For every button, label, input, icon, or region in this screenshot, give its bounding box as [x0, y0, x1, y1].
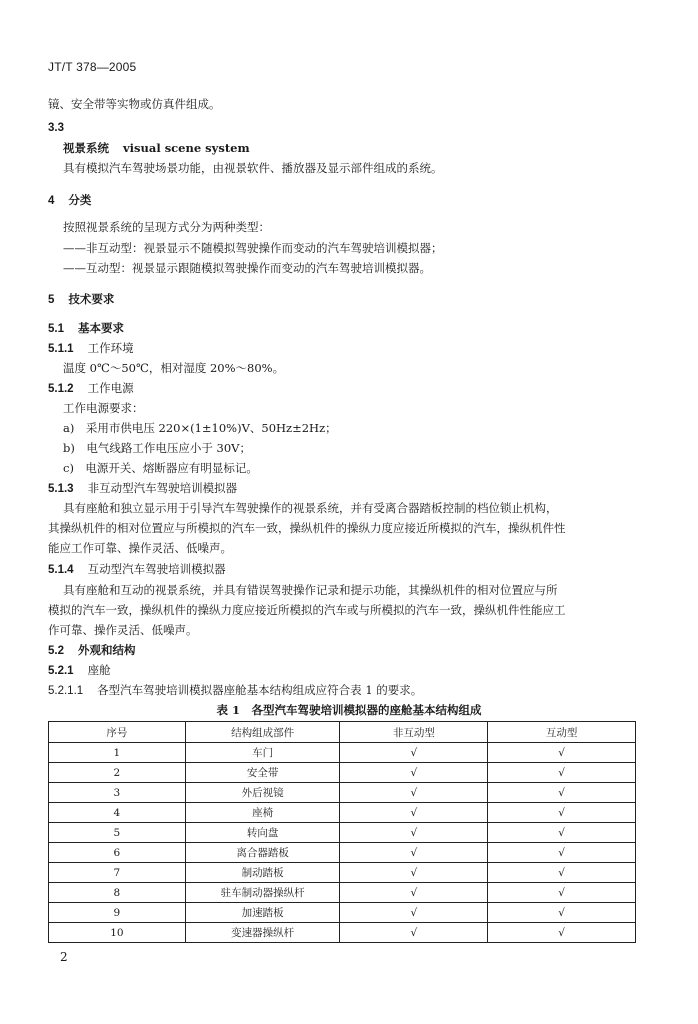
- table-row: [49, 843, 636, 863]
- section-3-3-definition: 具有模拟汽车驾驶场景功能，由视景软件、播放器及显示部件组成的系统。: [63, 161, 443, 175]
- section-5-1-2-heading: [48, 380, 134, 397]
- component-cell: 车门: [185, 743, 340, 763]
- environment-requirement: 温度 0℃～50℃，相对湿度 20%～80%。: [63, 361, 285, 375]
- section-4-number: 4: [48, 195, 55, 207]
- classification-item-non-interactive: ——非互动型：视景显示不随模拟驾驶操作而变动的汽车驾驶培训模拟器；: [63, 241, 443, 255]
- table-1-cockpit-structure: [48, 721, 636, 943]
- table-row: [49, 863, 636, 883]
- section-5-2-number: 5.2: [48, 645, 64, 657]
- column-header-number: 序号: [49, 722, 186, 743]
- section-5-2-title: 外观和结构: [78, 643, 136, 657]
- section-5-2-1-1-number: 5.2.1.1: [48, 685, 84, 697]
- non-interactive-check-cell: √: [340, 783, 488, 803]
- section-4-heading: [48, 192, 91, 209]
- interactive-text-line-3: 作可靠、操作灵活、低噪声。: [48, 623, 198, 637]
- term-english: visual scene system: [123, 141, 250, 155]
- section-5-2-1-heading: [48, 662, 111, 679]
- section-5-2-heading: [48, 642, 136, 659]
- power-requirement-intro: 工作电源要求：: [63, 401, 144, 415]
- section-5-1-4-title: 互动型汽车驾驶培训模拟器: [87, 562, 226, 576]
- non-interactive-text-line-1: 具有座舱和独立显示用于引导汽车驾驶操作的视景系统，并有受离合器踏板控制的档位锁止机构，: [63, 501, 558, 515]
- section-5-1-number: 5.1: [48, 323, 64, 335]
- section-4-title: 分类: [68, 193, 92, 207]
- column-header-non-interactive: 非互动型: [340, 722, 488, 743]
- row-number-cell: 10: [49, 923, 186, 943]
- component-cell: 加速踏板: [185, 903, 340, 923]
- classification-item-interactive: ——互动型：视景显示跟随模拟驾驶操作而变动的汽车驾驶培训模拟器。: [63, 261, 431, 275]
- section-3-3-number: 3.3: [48, 122, 64, 134]
- section-5-heading: [48, 291, 114, 308]
- interactive-check-cell: √: [488, 783, 636, 803]
- section-5-2-1-number: 5.2.1: [48, 665, 74, 677]
- classification-intro: 按照视景系统的呈现方式分为两种类型：: [63, 220, 270, 234]
- section-5-1-2-number: 5.1.2: [48, 383, 74, 395]
- section-5-title: 技术要求: [68, 292, 115, 306]
- section-5-1-1-title: 工作环境: [87, 341, 134, 355]
- section-5-2-1-1-line: [48, 682, 422, 699]
- term-chinese: 视景系统: [63, 141, 109, 155]
- table-row: [49, 803, 636, 823]
- component-cell: 变速器操纵杆: [185, 923, 340, 943]
- power-item-a: a) 采用市供电压 220×(1±10%)V、50Hz±2Hz；: [63, 421, 337, 435]
- component-cell: 安全带: [185, 763, 340, 783]
- row-number-cell: 8: [49, 883, 186, 903]
- power-item-c: c) 电源开关、熔断器应有明显标记。: [63, 461, 258, 475]
- interactive-check-cell: √: [488, 743, 636, 763]
- section-5-1-1-heading: [48, 340, 134, 357]
- non-interactive-check-cell: √: [340, 763, 488, 783]
- section-5-2-1-title: 座舱: [87, 663, 111, 677]
- non-interactive-check-cell: √: [340, 923, 488, 943]
- interactive-check-cell: √: [488, 863, 636, 883]
- interactive-check-cell: √: [488, 923, 636, 943]
- document-code-header: JT/T 378—2005: [48, 60, 137, 74]
- table-row: [49, 823, 636, 843]
- row-number-cell: 3: [49, 783, 186, 803]
- row-number-cell: 2: [49, 763, 186, 783]
- non-interactive-check-cell: √: [340, 843, 488, 863]
- interactive-text-line-2: 模拟的汽车一致，操纵机件的操纵力度应接近所模拟的汽车或与所模拟的汽车一致，操纵机件性能应工: [48, 603, 566, 617]
- page-number: 2: [60, 950, 68, 964]
- continued-text-line: 镜、安全带等实物或仿真件组成。: [48, 97, 221, 111]
- interactive-check-cell: √: [488, 903, 636, 923]
- component-cell: 转向盘: [185, 823, 340, 843]
- non-interactive-text-line-3: 能应工作可靠、操作灵活、低噪声。: [48, 541, 232, 555]
- table-row: [49, 883, 636, 903]
- row-number-cell: 9: [49, 903, 186, 923]
- section-5-1-1-number: 5.1.1: [48, 343, 74, 355]
- row-number-cell: 4: [49, 803, 186, 823]
- table-1-caption: 表 1 各型汽车驾驶培训模拟器的座舱基本结构组成: [216, 703, 482, 717]
- column-header-component: 结构组成部件: [185, 722, 340, 743]
- section-5-1-4-number: 5.1.4: [48, 564, 74, 576]
- table-row: [49, 743, 636, 763]
- non-interactive-check-cell: √: [340, 803, 488, 823]
- table-header-row: [49, 722, 636, 743]
- non-interactive-check-cell: √: [340, 823, 488, 843]
- row-number-cell: 6: [49, 843, 186, 863]
- row-number-cell: 5: [49, 823, 186, 843]
- row-number-cell: 7: [49, 863, 186, 883]
- component-cell: 驻车制动器操纵杆: [185, 883, 340, 903]
- section-5-1-3-heading: [48, 480, 237, 497]
- interactive-text-line-1: 具有座舱和互动的视景系统，并具有错误驾驶操作记录和提示功能，其操纵机件的相对位置应与所: [63, 583, 558, 597]
- table-row: [49, 763, 636, 783]
- non-interactive-check-cell: √: [340, 903, 488, 923]
- component-cell: 制动踏板: [185, 863, 340, 883]
- section-5-1-3-number: 5.1.3: [48, 483, 74, 495]
- section-5-1-3-title: 非互动型汽车驾驶培训模拟器: [87, 481, 238, 495]
- column-header-interactive: 互动型: [488, 722, 636, 743]
- section-5-1-title: 基本要求: [78, 321, 124, 335]
- component-cell: 离合器踏板: [185, 843, 340, 863]
- non-interactive-check-cell: √: [340, 883, 488, 903]
- interactive-check-cell: √: [488, 803, 636, 823]
- non-interactive-check-cell: √: [340, 863, 488, 883]
- section-3-3-term: [63, 140, 250, 156]
- section-5-1-2-title: 工作电源: [87, 381, 134, 395]
- section-5-1-4-heading: [48, 561, 226, 578]
- section-5-number: 5: [48, 294, 55, 306]
- interactive-check-cell: √: [488, 823, 636, 843]
- table-row: [49, 923, 636, 943]
- non-interactive-text-line-2: 其操纵机件的相对位置应与所模拟的汽车一致，操纵机件的操纵力度应接近所模拟的汽车，操纵机件性: [48, 521, 566, 535]
- interactive-check-cell: √: [488, 763, 636, 783]
- non-interactive-check-cell: √: [340, 743, 488, 763]
- component-cell: 外后视镜: [185, 783, 340, 803]
- component-cell: 座椅: [185, 803, 340, 823]
- row-number-cell: 1: [49, 743, 186, 763]
- table-row: [49, 783, 636, 803]
- table-row: [49, 903, 636, 923]
- power-item-b: b) 电气线路工作电压应小于 30V；: [63, 441, 251, 455]
- interactive-check-cell: √: [488, 843, 636, 863]
- section-5-2-1-1-text: 各型汽车驾驶培训模拟器座舱基本结构组成应符合表 1 的要求。: [97, 683, 423, 697]
- section-5-1-heading: [48, 320, 124, 337]
- interactive-check-cell: √: [488, 883, 636, 903]
